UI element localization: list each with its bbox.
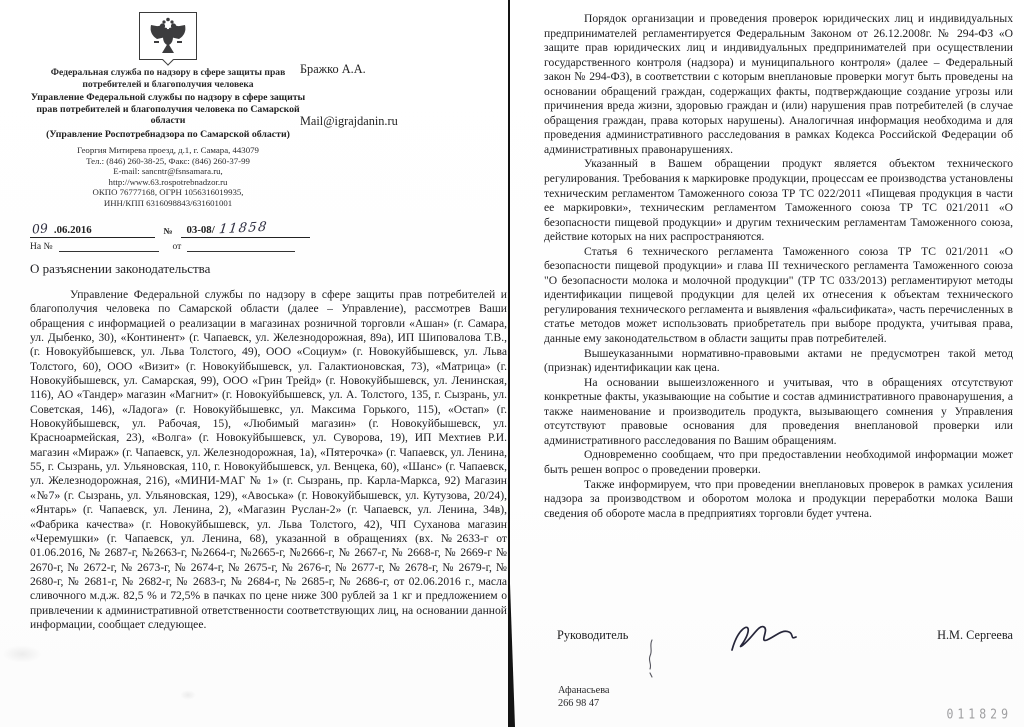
department-name: Управление Федеральной службы по надзору в сфере защиты прав потребителей и благополучия человека по Самарской области [30,92,306,126]
executor-name: Афанасьева [558,685,610,696]
na-label: На № [30,242,53,252]
letter-page-2 [518,0,1024,727]
recipient-block [300,62,398,129]
paragraph-inspection-procedure: Порядок организации и проведения проверок юридических лиц и индивидуальных предпринимателей регламентируется Федеральным Законом от 26.12.2008г. № 294-ФЗ «О защите прав юридических лиц и индивидуальных предпринимателей при осуществлении государственного контроля (надзора) и муниципального контроля» (далее – Федеральный закон № 294-ФЗ), в соответствии с которым внеплановые проверки могут быть проведены на основании обращений граждан, содержащих факты, подтверждающие создание угрозы или причинения вреда жизни, здоровью граждан и (или) нарушения прав потребителей (в случае обращения граждан, права которых нарушены). Аналогичная информация необходима и для проведения административного расследования в рамках Кодекса Российской Федерации об административных правонарушениях. [544,12,1013,156]
handwritten-mark [646,638,656,685]
letterhead-contacts [22,145,314,209]
incoming-number-blank [59,251,159,252]
agency-name: Федеральная служба по надзору в сфере защиты прав потребителей и благополучия человека [50,67,286,90]
handwritten-number: 11858 [217,219,269,238]
department-short-name: (Управление Роспотребнадзора по Самарской области) [46,128,290,140]
email-line: E-mail: sancntr@fsnsamara.ru, [113,166,223,177]
registration-stamp-number: 011829 [946,705,1012,723]
letter-page-1 [0,0,508,727]
letter-subject: О разъяснении законодательства [30,261,211,276]
paragraph-article6: Статья 6 технического регламента Таможенного союза ТР ТС 021/2011 «О безопасности пищевой продукции» и глава III технического регламента Таможенного союза "О безопасности молока и молочной продукции" (ТР ТС 033/2013) регламентируют методы идентификации пищевой продукции для целей их отнесения к объектам технического регулирования технического регламента и выявления «фальсификата», часть перечисленных в статье методов может использовать приобретатель при выборе продукта, учитывая права, данные ему законодательством в области защиты прав потребителей. [544,244,1013,346]
address-line: Георгия Митирева проезд, д.1, г. Самара, 443079 [77,145,259,155]
phone-line: Тел.: (846) 260-38-25, Факс: (846) 260-37-99 [86,155,250,166]
page1-paragraph: Управление Федеральной службы по надзору в сфере защиты прав потребителей и благополучия человека по Самарской области (далее – Управление), рассмотрев Ваши обращения с информацией о реализации в магазинах розничной торговли «Ашан» (г. Самара, ул. Дыбенко, 30), «Континент» (г. Чапаевск, ул. Железнодорожная, 89а), ИП Шиповалова Т.В., (г. Новокуйбышевск, ул. Льва Толстого, 49), ООО «Социум» (г. Новокуйбышевск, ул. Льва Толстого, 60), ООО «Визит» (г. Новокуйбышевск, ул. Галактионовская, 73), «Матрица» (г. Новокуйбышевск, ул. Самарская, 99), ООО «Грин Трейд» (г. Новокуйбышевск, ул. Ленинская, 116), АО «Тандер» магазин «Магнит» (г. Новокуйбышевск, ул. А. Толстого, 135, г. Сызрань, ул. Советская, 146), «Ладога» (г. Новокуйбышевкс, ул. Максима Горького, 115), «Остап» (г. Новокуйбышевск, ул. Рабочая, 15), «Любимый магазин» (г. Новокуйбышевск, ул. Красноармейская, 23), «Волга» (г. Новокуйбышевск, ул. Суворова, 19), ИП Мехтиев Р.И. магазин «Мираж» (г. Чапаевск, ул. Железнодорожная, 1а), «Пятерочка» (г. Чапаевск, ул. Ленина, 55, г. Сызрань, ул. Ульяновская, 110, г. Новокуйбышевск, ул. Венцека, 60), «Шанс» (г. Чапаевск, ул. Железнодорожная, 216), «МИНИ-МАГ № 1» (г. Сызрань, пр. Карла-Маркса, 92) Магазин «№7» (г. Сызрань, ул. Ульяновская, 129), «Авоська» (г. Новокуйбышевск, ул. Кутузова, 20/24), «Янтарь» (г. Чапаевск, ул. Ленина, 2), «Магазин Руслан-2» (г. Чапаевск, ул. Ленина, 34в), «Фабрика качества» (г. Новокуйбышевск, ул. Льва Толстого, 42), ЧП Суханова магазин «Черемушки» (г. Чапаевск, ул. Ленина, 68), указанной в обращениях (вх. №2633-г от 01.06.2016, № 2687-г, №2663-г, №2664-г, №2665-г, №2666-г, № 2667-г, № 2668-г, № 2669-г № 2670-г, № 2672-г, № 2673-г, № 2674-г, № 2675-г, № 2676-г, № 2677-г, № 2678-г, № 2679-г, № 2680-г, № 2681-г, № 2682-г, № 2683-г, № 2684-г, № 2685-г, № 2686-г, от 02.06.2016 г., масла сливочного м.д.ж. 82,5 % и 72,5% в пачках по цене ниже 300 рублей за 1 кг и предложением о привлечении к административной ответственности соответствующих лиц, на основании данной информации, сообщает следующее. [30,288,507,631]
paragraph-future-inspections: Также информируем, что при проведении внеплановых проверок в рамках усиления надзора за производством и оборотом молока и продукции переработки молока Ваши сведения об обороте масла в предприятиях торговли будет учтена. [544,477,1013,520]
inn-kpp-line: ИНН/КПП 6316098843/631601001 [103,197,233,208]
printed-number-prefix: 03-08/ [186,224,215,236]
reference-number-block [30,221,310,252]
signer-name: Н.М. Сергеева [937,628,1013,642]
ot-label: от [172,242,182,252]
paragraph-technical-regulation: Указанный в Вашем обращении продукт является объектом технического регулирования. Требования к маркировке продукции, процессам ее производства установлены техническим регламентом Таможенного союза ТР ТС 022/2011 «Пищевая продукция в части ее маркировки», техническим регламентом Таможенного союза ТР ТС 021/2011 «О безопасности пищевой продукции» и другим техническим регламентам Таможенного союза, действие которых на них распространяются. [544,157,1013,244]
recipient-email: Mail@igrajdanin.ru [300,114,398,128]
executor-block [558,684,610,710]
signer-title: Руководитель [557,628,629,642]
page-divider-shadow [509,555,515,727]
outgoing-number [181,221,310,238]
outgoing-date [30,221,155,238]
number-sign: № [163,226,173,236]
signature-row [557,628,1013,663]
okpo-ogrn-line: ОКПО 76777168, ОГРН 1056316019935, [92,187,244,198]
letterhead [22,12,314,209]
paragraph-additional-info: Одновременно сообщаем, что при предоставлении необходимой информации может быть решен вопрос о проведении проверки. [544,448,1013,476]
website-line: http://www.63.rospotrebnadzor.ru [108,176,228,187]
russian-coat-of-arms-icon [139,12,197,60]
incoming-reference-row [30,242,310,252]
page2-body [544,12,1013,521]
incoming-date-blank [187,251,295,252]
date-number-row [30,221,310,238]
paragraph-no-grounds: На основании вышеизложенного и учитывая, что в обращениях отсутствуют конкретные факты, указывающие на событие и состав административного правонарушения, а также наименование и производитель продукта, вызывающего сомнения у Управления отсутствуют правовые основания для проведения внеплановой проверки или административного расследования по Вашим обращениям. [544,375,1013,447]
handwritten-day: 09 [31,220,49,237]
handwritten-signature [726,618,806,663]
recipient-name: Бражко А.А. [300,62,366,76]
executor-phone: 266 98 47 [558,698,600,709]
printed-month-year: .06.2016 [53,224,92,236]
paragraph-price-not-method: Вышеуказанными нормативно-правовыми актами не предусмотрен такой метод (признак) идентификации как цена. [544,346,1013,375]
page1-body [30,288,507,632]
